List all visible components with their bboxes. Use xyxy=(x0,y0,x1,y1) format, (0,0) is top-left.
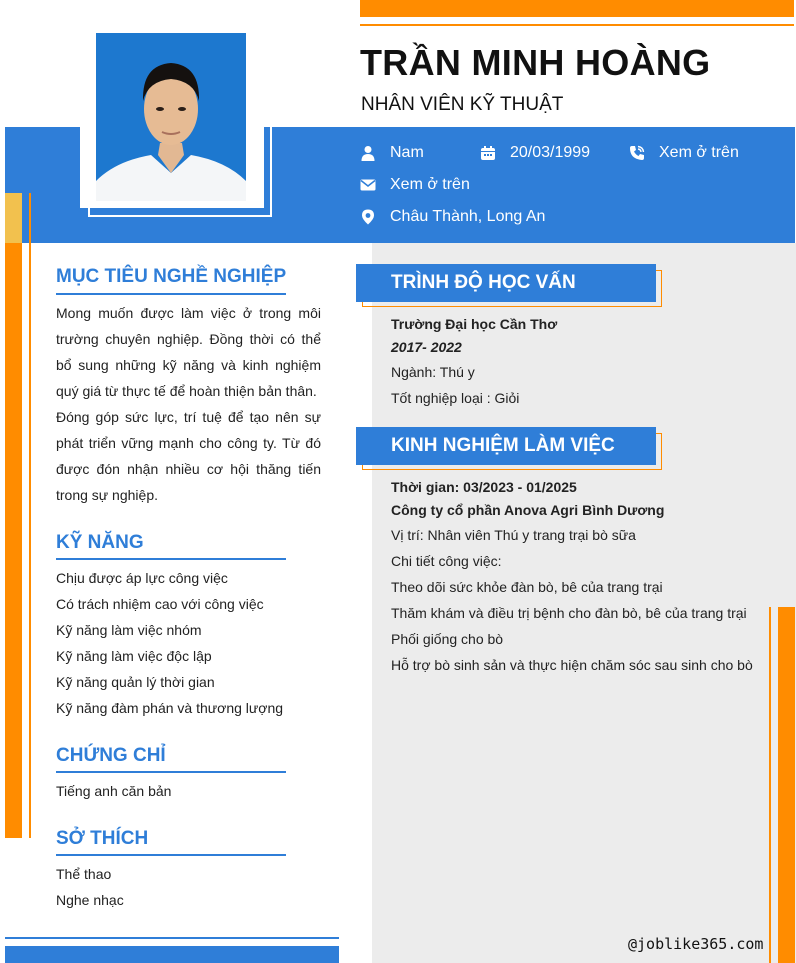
skill-item: Kỹ năng làm việc độc lập xyxy=(56,648,212,664)
gender-value: Nam xyxy=(390,144,424,161)
certificates-heading: CHỨNG CHỈ xyxy=(56,745,166,766)
top-orange-rule xyxy=(360,24,794,26)
contact-birthdate xyxy=(480,144,590,162)
candidate-name: TRẦN MINH HOÀNG xyxy=(360,42,711,83)
experience-position: Vị trí: Nhân viên Thú y trang trại bò sữa xyxy=(391,527,636,543)
top-orange-bar xyxy=(360,0,794,17)
certificates-heading-rule xyxy=(56,771,286,773)
education-period: 2017- 2022 xyxy=(391,339,462,355)
experience-company: Công ty cổ phần Anova Agri Bình Dương xyxy=(391,502,665,518)
phone-value: Xem ở trên xyxy=(659,144,739,161)
objective-paragraph-2: Đóng góp sức lực, trí tuệ để tạo nên sự phát triển vững mạnh cho công ty. Từ đó được đón nhận nhiều cơ hội thăng tiến trong sự nghiệp. xyxy=(56,409,321,503)
hobbies-heading-rule xyxy=(56,854,286,856)
objective-heading: MỤC TIÊU NGHỀ NGHIỆP xyxy=(56,266,287,287)
portrait-image xyxy=(96,33,246,201)
education-heading: TRÌNH ĐỘ HỌC VẤN xyxy=(356,264,656,302)
hobby-item: Nghe nhạc xyxy=(56,892,124,908)
avatar xyxy=(96,33,246,201)
user-icon xyxy=(360,145,376,161)
experience-period: Thời gian: 03/2023 - 01/2025 xyxy=(391,479,577,495)
phone-icon xyxy=(629,145,645,161)
contact-gender xyxy=(360,144,424,162)
envelope-icon xyxy=(360,177,376,193)
education-major: Ngành: Thú y xyxy=(391,364,475,380)
contact-phone xyxy=(629,144,739,162)
watermark: @joblike365.com xyxy=(628,935,764,953)
right-orange-rule xyxy=(769,607,771,963)
skill-item: Có trách nhiệm cao với công việc xyxy=(56,596,264,612)
skill-item: Kỹ năng làm việc nhóm xyxy=(56,622,202,638)
bottom-blue-bar xyxy=(5,946,339,963)
objective-heading-rule xyxy=(56,293,286,295)
certificate-item: Tiếng anh căn bản xyxy=(56,783,172,799)
contact-address xyxy=(360,208,545,226)
education-grade: Tốt nghiệp loại : Giỏi xyxy=(391,390,520,406)
left-orange-rule xyxy=(29,193,31,838)
experience-detail-item: Hỗ trợ bò sinh sản và thực hiện chăm sóc sau sinh cho bò xyxy=(391,657,753,673)
location-pin-icon xyxy=(360,209,376,225)
experience-detail-item: Phối giống cho bò xyxy=(391,631,504,647)
hobbies-heading: SỞ THÍCH xyxy=(56,828,149,849)
skill-item: Kỹ năng đàm phán và thương lượng xyxy=(56,700,284,716)
experience-detail-item: Thăm khám và điều trị bệnh cho đàn bò, bê của trang trại xyxy=(391,605,747,621)
email-value: Xem ở trên xyxy=(390,176,470,193)
experience-details-label: Chi tiết công việc: xyxy=(391,553,502,569)
left-orange-accent xyxy=(5,243,22,838)
skills-heading-rule xyxy=(56,558,286,560)
job-title: NHÂN VIÊN KỸ THUẬT xyxy=(361,94,564,115)
address-value: Châu Thành, Long An xyxy=(390,208,546,225)
calendar-icon xyxy=(480,145,496,161)
left-yellow-accent xyxy=(5,193,22,243)
experience-detail-item: Theo dõi sức khỏe đàn bò, bê của trang trại xyxy=(391,579,663,595)
skills-heading: KỸ NĂNG xyxy=(56,532,144,553)
right-orange-accent xyxy=(778,607,795,963)
skill-item: Kỹ năng quản lý thời gian xyxy=(56,674,215,690)
bottom-blue-rule xyxy=(5,937,339,939)
experience-heading: KINH NGHIỆM LÀM VIỆC xyxy=(356,427,656,465)
contact-email xyxy=(360,176,470,194)
education-school: Trường Đại học Cần Thơ xyxy=(391,316,558,332)
hobby-item: Thể thao xyxy=(56,866,112,882)
birthdate-value: 20/03/1999 xyxy=(510,144,591,161)
skill-item: Chịu được áp lực công việc xyxy=(56,570,228,586)
objective-paragraph-1: Mong muốn được làm việc ở trong môi trường chuyên nghiệp. Đồng thời có thể bổ sung những kỹ năng và kinh nghiệm quý giá từ thực tế để hoàn thiện bản thân. xyxy=(56,305,321,399)
